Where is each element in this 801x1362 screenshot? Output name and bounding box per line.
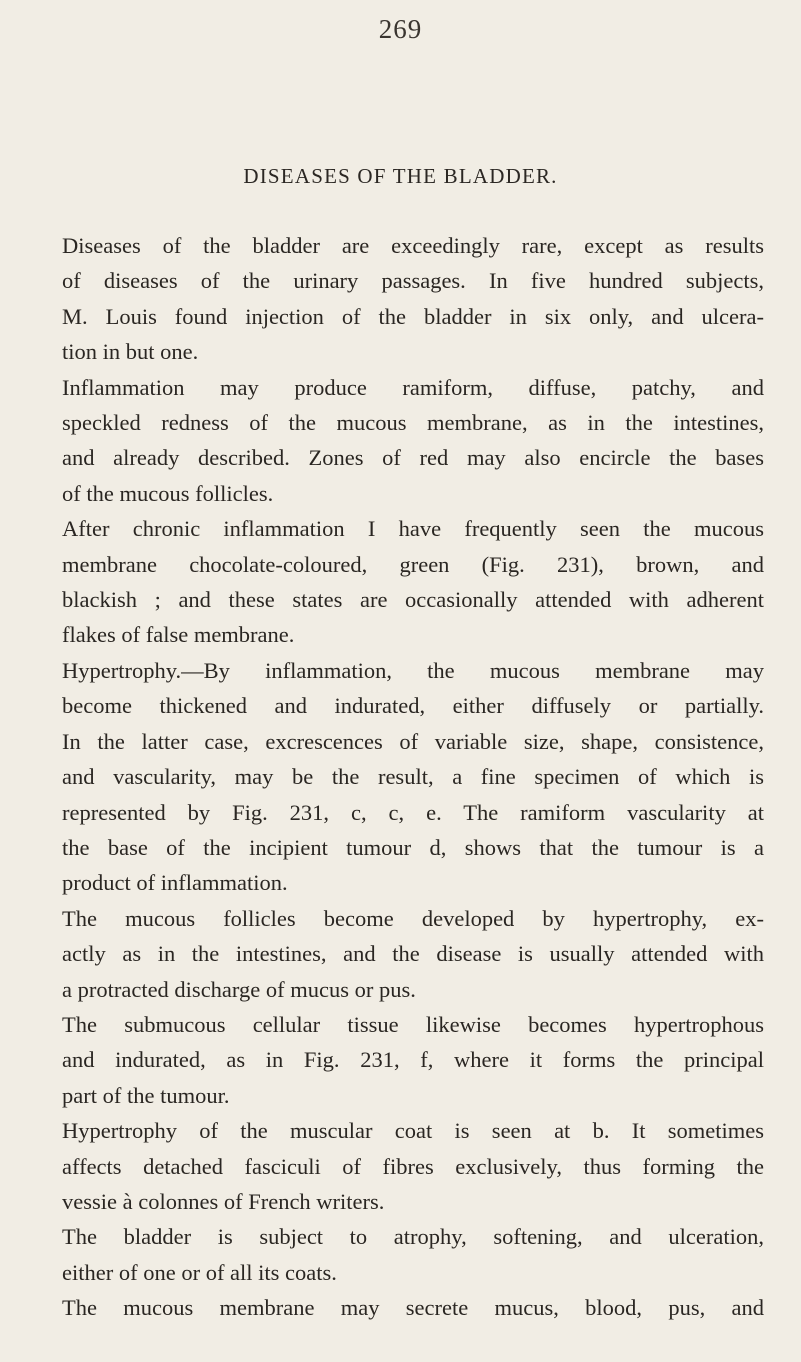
text-line: affects detached fasciculi of fibres exclusively, thus forming the bbox=[62, 1153, 764, 1179]
text-line: of diseases of the urinary passages. In five hundred subjects, bbox=[62, 268, 764, 294]
text-line: M. Louis found injection of the bladder in six only, and ulcera- bbox=[62, 303, 764, 329]
text-line: The bladder is subject to atrophy, softening, and ulceration, bbox=[62, 1224, 764, 1250]
text-line: Hypertrophy of the muscular coat is seen at b. It sometimes bbox=[62, 1118, 764, 1144]
text-line: product of inflammation. bbox=[62, 870, 288, 896]
text-line: vessie à colonnes of French writers. bbox=[62, 1188, 385, 1214]
text-line: actly as in the intestines, and the disease is usually attended with bbox=[62, 941, 764, 967]
text-line: either of one or of all its coats. bbox=[62, 1259, 337, 1285]
text-line: speckled redness of the mucous membrane, as in the intestines, bbox=[62, 410, 764, 436]
text-line: and already described. Zones of red may also encircle the bases bbox=[62, 445, 764, 471]
text-line: The submucous cellular tissue likewise becomes hypertrophous bbox=[62, 1011, 764, 1037]
text-line: represented by Fig. 231, c, c, e. The ramiform vascularity at bbox=[62, 799, 764, 825]
text-line: Inflammation may produce ramiform, diffuse, patchy, and bbox=[62, 374, 764, 400]
text-line: In the latter case, excrescences of variable size, shape, consistence, bbox=[62, 728, 764, 754]
page-number: 269 bbox=[378, 14, 423, 44]
text-line: membrane chocolate-coloured, green (Fig. 231), brown, and bbox=[62, 551, 764, 577]
text-line: flakes of false membrane. bbox=[62, 622, 295, 648]
text-line: blackish ; and these states are occasionally attended with adherent bbox=[62, 587, 764, 613]
text-line: After chronic inflammation I have frequently seen the mucous bbox=[62, 516, 764, 542]
text-line: the base of the incipient tumour d, shows that the tumour is a bbox=[62, 834, 764, 860]
text-line: The mucous follicles become developed by hypertrophy, ex- bbox=[62, 905, 764, 931]
text-line: Hypertrophy.—By inflammation, the mucous membrane may bbox=[62, 657, 764, 683]
text-line: The mucous membrane may secrete mucus, blood, pus, and bbox=[62, 1295, 764, 1321]
text-line: tion in but one. bbox=[62, 339, 199, 365]
text-line: part of the tumour. bbox=[62, 1082, 230, 1108]
text-line: of the mucous follicles. bbox=[62, 480, 274, 506]
body-text bbox=[62, 228, 764, 1326]
text-line: Diseases of the bladder are exceedingly rare, except as results bbox=[62, 233, 764, 258]
text-line: become thickened and indurated, either diffusely or partially. bbox=[62, 693, 764, 719]
chapter-heading: DISEASES OF THE BLADDER. bbox=[243, 164, 558, 188]
text-line: and indurated, as in Fig. 231, f, where it forms the principal bbox=[62, 1047, 764, 1073]
text-line: and vascularity, may be the result, a fine specimen of which is bbox=[62, 764, 764, 790]
text-line: a protracted discharge of mucus or pus. bbox=[62, 976, 416, 1002]
